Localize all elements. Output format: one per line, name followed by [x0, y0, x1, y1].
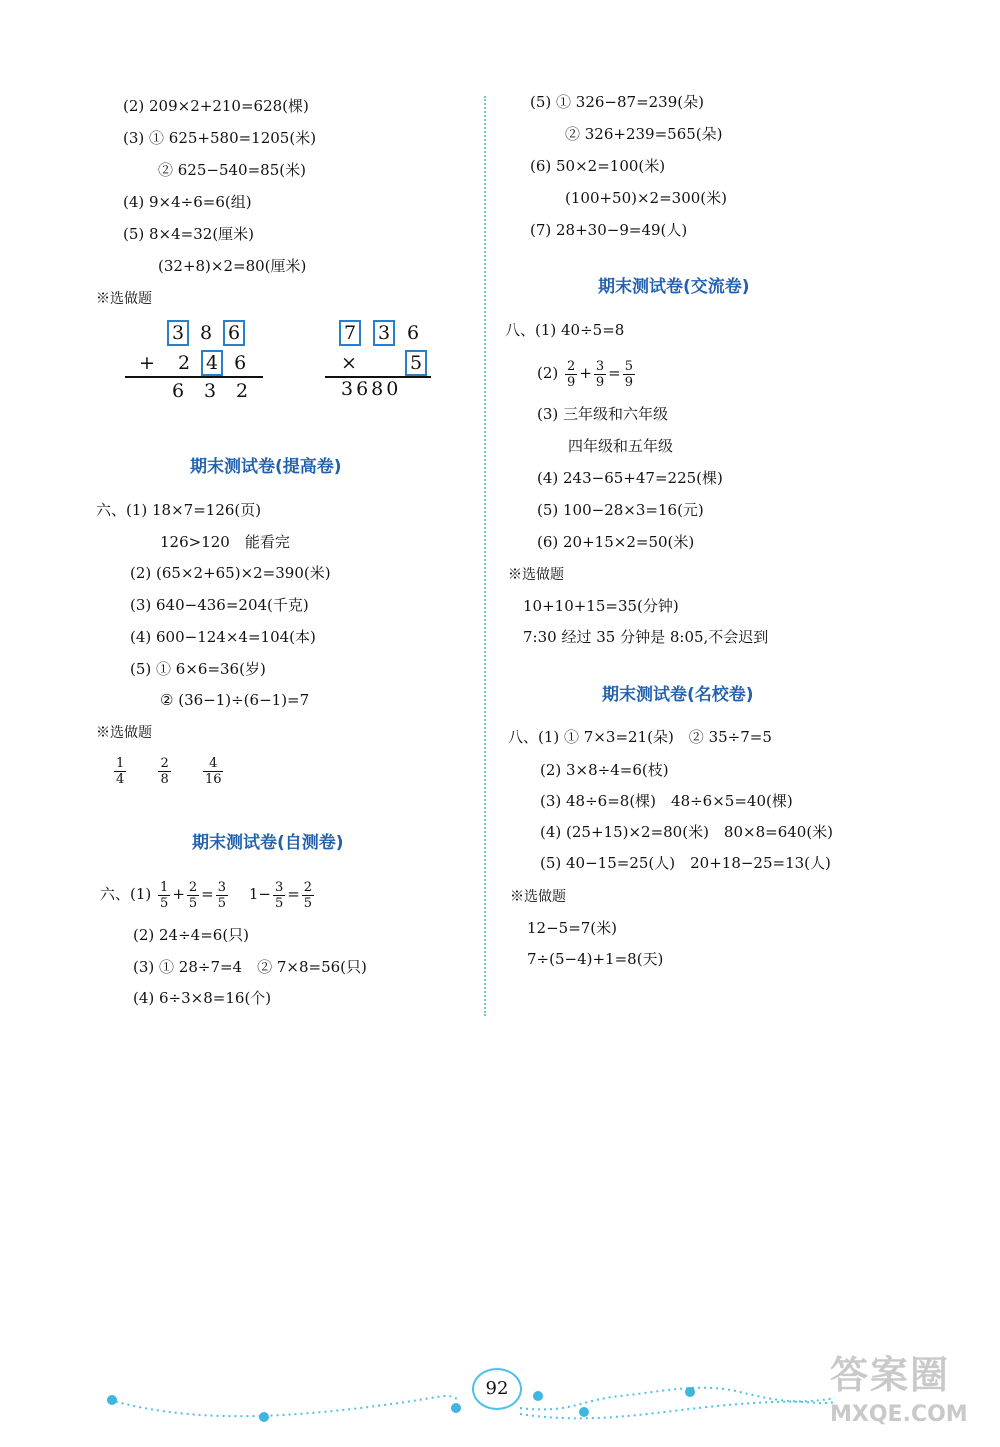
answer-line: 八、(1) ① 7×3=21(朵) ② 35÷7=5 — [508, 728, 772, 746]
vertical-addition — [125, 320, 265, 405]
answer-line: (2) 209×2+210=628(棵) — [123, 97, 309, 115]
site-watermark — [830, 1350, 998, 1445]
answer-line: (4) 9×4÷6=6(组) — [123, 193, 252, 211]
answer-line: (7) 28+30−9=49(人) — [530, 221, 688, 239]
answer-line: (5) 100−28×3=16(元) — [537, 501, 704, 519]
answer-line: 7÷(5−4)+1=8(天) — [527, 950, 664, 968]
fraction: $\frac{2}{8}$ — [160, 756, 169, 787]
answer-line: (2) 3×8÷4=6(枝) — [540, 761, 669, 779]
answer-line: (2) 24÷4=6(只) — [133, 926, 250, 944]
answer-line: (5) ① 326−87=239(朵) — [530, 93, 704, 111]
digit: 6 — [234, 352, 247, 374]
answer-line: 126>120 能看完 — [160, 533, 290, 551]
watermark-url: MXQE.COM — [830, 1402, 968, 1427]
optional-label: ※选做题 — [96, 725, 152, 741]
fraction: $\frac{3}{9}$ — [595, 358, 605, 390]
fraction: $\frac{4}{16}$ — [204, 756, 222, 787]
optional-label: ※选做题 — [96, 291, 152, 307]
page-number: 92 — [472, 1368, 522, 1410]
question-number: (2) — [537, 364, 559, 382]
column-divider — [484, 96, 486, 1016]
fraction: $\frac{1}{5}$ — [160, 879, 169, 911]
blank-box: 3 — [373, 320, 395, 346]
digit: 8 — [200, 322, 213, 344]
footer-wave-decoration — [100, 1370, 840, 1430]
answer-line: (4) 600−124×4=104(本) — [130, 628, 316, 646]
optional-label: ※选做题 — [510, 889, 566, 905]
blank-box: 6 — [223, 320, 245, 346]
answer-line: (5) 8×4=32(厘米) — [123, 225, 255, 243]
answer-line: ② 326+239=565(朵) — [565, 125, 723, 143]
question-number: 六、(1) — [100, 885, 152, 903]
answer-line: (4) 243−65+47=225(棵) — [537, 469, 723, 487]
section-heading-zice: 期末测试卷(自测卷) — [192, 833, 344, 853]
fraction: $\frac{2}{5}$ — [188, 879, 198, 911]
answer-line: (3) 三年级和六年级 — [537, 405, 669, 423]
times-sign: × — [341, 352, 357, 374]
answer-line: (100+50)×2=300(米) — [565, 189, 728, 207]
answer-line: (5) 40−15=25(人) 20+18−25=13(人) — [540, 854, 831, 872]
answer-line: (2) (65×2+65)×2=390(米) — [130, 564, 331, 582]
fraction: $\frac{3}{5}$ — [274, 879, 284, 911]
answer-line: 10+10+15=35(分钟) — [523, 597, 679, 615]
fraction-answers — [112, 756, 225, 787]
answer-line: ② (36−1)÷(6−1)=7 — [160, 691, 310, 709]
digit: 6 — [171, 380, 187, 402]
watermark-title: 答案圈 — [830, 1353, 951, 1397]
fraction: $\frac{2}{9}$ — [567, 358, 576, 390]
blank-box: 3 — [167, 320, 189, 346]
answer-line: (3) ① 625+580=1205(米) — [123, 129, 317, 147]
blank-box: 5 — [405, 350, 427, 376]
digit: 6 — [407, 322, 420, 344]
answer-line-fractions: 六、(1) $\frac{1}{5}$ + $\frac{2}{5}$ = $\frac{3}{5}$ 1− $\frac{3}{5}$ = $\frac{2}{5}$ — [100, 879, 313, 911]
answer-line: 12−5=7(米) — [527, 919, 618, 937]
answer-line: (6) 20+15×2=50(米) — [537, 533, 695, 551]
section-heading-tigao: 期末测试卷(提高卷) — [190, 457, 342, 477]
fraction: $\frac{2}{5}$ — [303, 879, 313, 911]
fraction: $\frac{1}{4}$ — [116, 756, 125, 787]
section-heading-mingxiao: 期末测试卷(名校卷) — [602, 685, 754, 705]
answer-line: (3) ① 28÷7=4 ② 7×8=56(只) — [133, 958, 367, 976]
plus-sign: + — [139, 352, 155, 374]
digit: 2 — [178, 352, 191, 374]
answer-line: (6) 50×2=100(米) — [530, 157, 666, 175]
answer-line-fractions: (2) $\frac{2}{9}$ + $\frac{3}{9}$ = $\frac{5}{9}$ — [537, 358, 634, 390]
digit: 3 — [204, 380, 219, 402]
product-value: 3680 — [341, 378, 402, 400]
blank-box: 4 — [201, 350, 223, 376]
answer-line: (5) ① 6×6=36(岁) — [130, 660, 266, 678]
blank-box: 7 — [339, 320, 361, 346]
vertical-multiplication — [325, 320, 435, 405]
fraction: $\frac{3}{5}$ — [217, 879, 227, 911]
answer-line: (32+8)×2=80(厘米) — [158, 257, 307, 275]
answer-line: ② 625−540=85(米) — [158, 161, 306, 179]
sum-line — [125, 376, 263, 378]
answer-line: (4) 6÷3×8=16(个) — [133, 989, 272, 1007]
answer-line: 六、(1) 18×7=126(页) — [96, 501, 262, 519]
answer-line: (3) 48÷6=8(棵) 48÷6×5=40(棵) — [540, 792, 793, 810]
answer-line: 八、(1) 40÷5=8 — [505, 321, 625, 339]
answer-line: 四年级和五年级 — [568, 437, 674, 455]
answer-line: (3) 640−436=204(千克) — [130, 596, 309, 614]
digit: 2 — [236, 380, 251, 402]
fraction: $\frac{5}{9}$ — [624, 358, 634, 390]
section-heading-jiaoliu: 期末测试卷(交流卷) — [598, 277, 750, 297]
optional-label: ※选做题 — [508, 567, 564, 583]
answer-line: 7:30 经过 35 分钟是 8:05,不会迟到 — [523, 628, 769, 646]
answer-line: (4) (25+15)×2=80(米) 80×8=640(米) — [540, 823, 834, 841]
